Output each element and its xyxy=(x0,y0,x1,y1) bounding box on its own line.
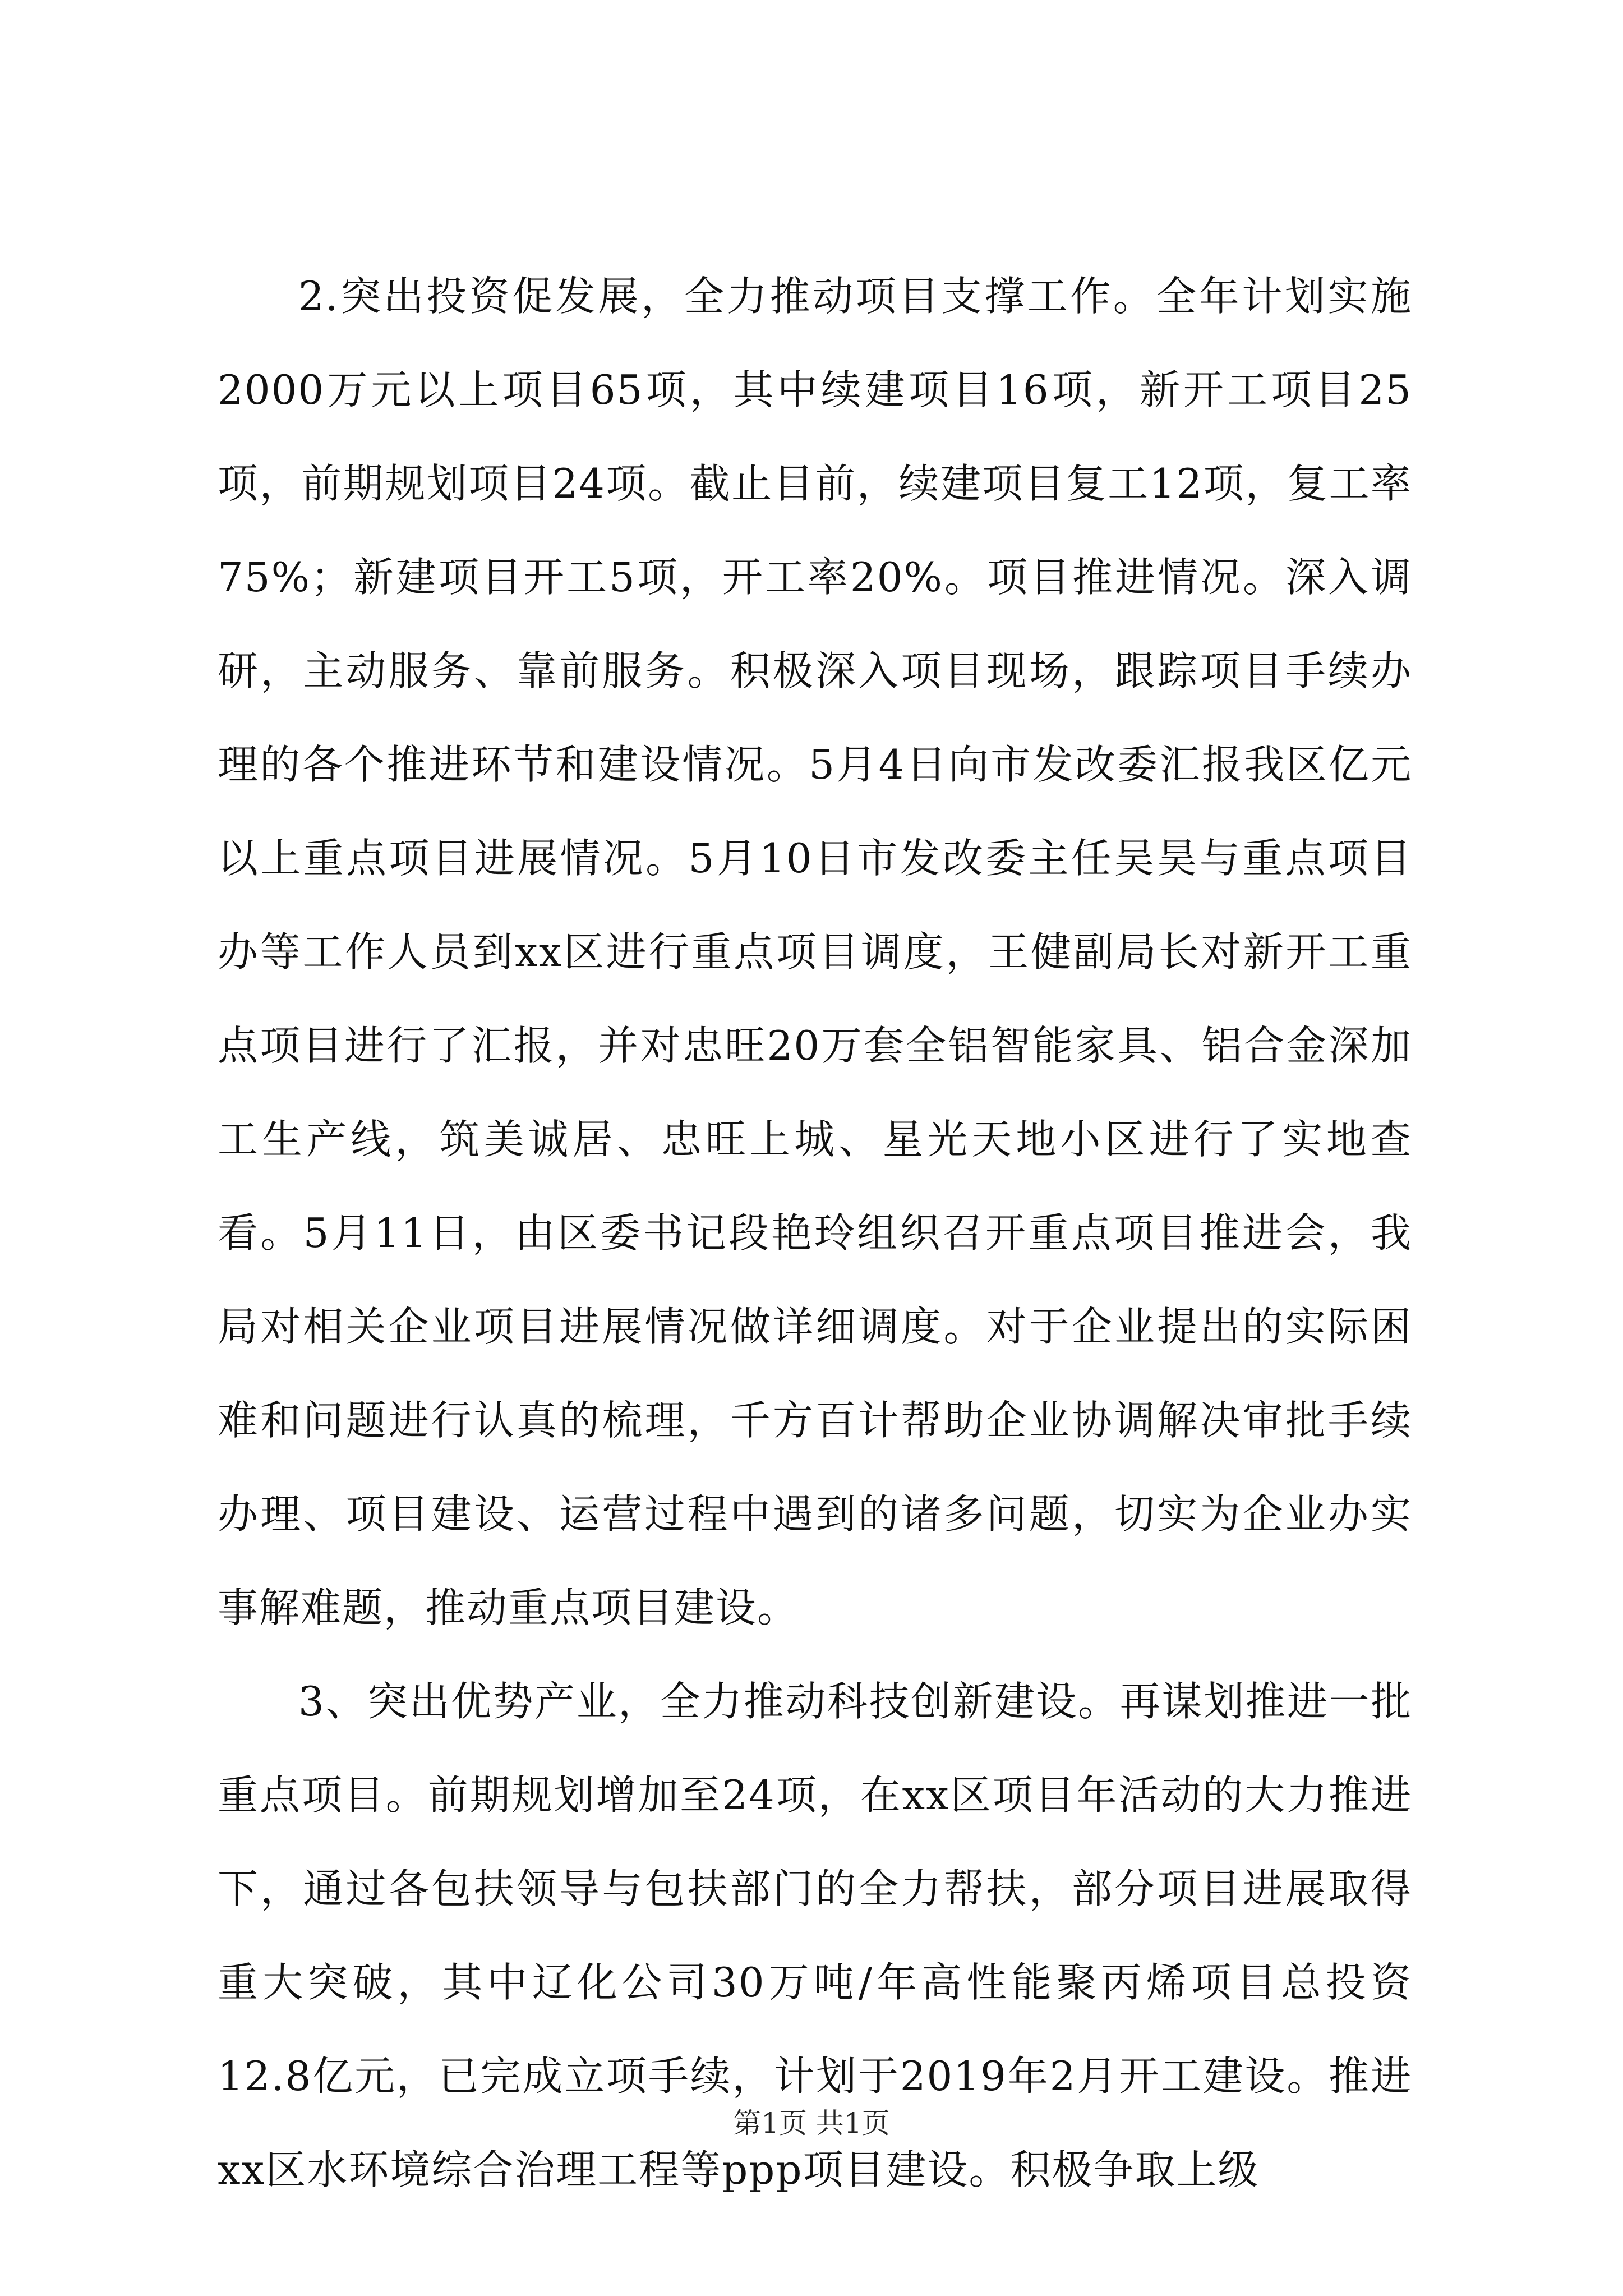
paragraph-investment-projects: 2.突出投资促发展，全力推动项目支撑工作。全年计划实施2000万元以上项目65项，其中续建项目16项，新开工项目25项，前期规划项目24项。截止目前，续建项目复工12项，复工率75%；新建项目开工5项，开工率20%。项目推进情况。深入调研，主动服务、靠前服务。积极深入项目现场，跟踪项目手续办理的各个推进环节和建设情况。5月4日向市发改委汇报我区亿元以上重点项目进展情况。5月10日市发改委主任吴昊与重点项目办等工作人员到xx区进行重点项目调度，王健副局长对新开工重点项目进行了汇报，并对忠旺20万套全铝智能家具、铝合金深加工生产线，筑美诚居、忠旺上城、星光天地小区进行了实地查看。5月11日，由区委书记段艳玲组织召开重点项目推进会，我局对相关企业项目进展情况做详细调度。对于企业提出的实际困难和问题进行认真的梳理，千方百计帮助企业协调解决审批手续办理、项目建设、运营过程中遇到的诸多问题，切实为企业办实事解难题，推动重点项目建设。 xyxy=(218,273,1412,1631)
page-footer: 第1页 共1页 xyxy=(733,2107,890,2139)
paragraph-tech-innovation: 3、突出优势产业，全力推动科技创新建设。再谋划推进一批重点项目。前期规划增加至24项，在xx区项目年活动的大力推进下，通过各包扶领导与包扶部门的全力帮扶，部分项目进展取得重大突破，其中辽化公司30万吨/年高性能聚丙烯项目总投资12.8亿元，已完成立项手续，计划于2019年2月开工建设。推进xx区水环境综合治理工程等ppp项目建设。积极争取上级 xyxy=(218,1678,1412,2193)
document-body xyxy=(218,250,1412,2217)
